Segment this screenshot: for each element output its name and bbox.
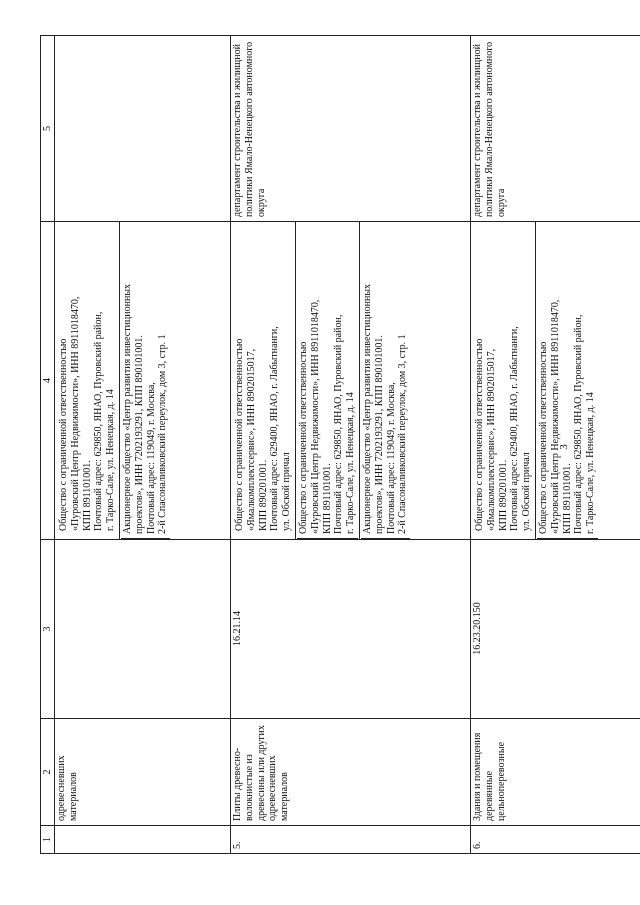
- supplier-line: проектов», ИНН 7202193291, КПП 890101001.: [373, 335, 385, 534]
- header-cell: 1: [41, 826, 55, 854]
- supplier-block: [535, 222, 599, 539]
- supplier-line: Почтовый адрес: 629400, ЯНАО, г. Лабытнанги,: [269, 326, 281, 531]
- rotated-page: [40, 36, 597, 854]
- supplier-line: Общество с ограниченной ответственностью: [234, 338, 245, 531]
- supplier-text: [121, 225, 170, 539]
- supplier-line: «Ямалкомплектсервис», ИНН 8902015017,: [245, 348, 257, 531]
- product-name: Плиты древесно-волокнистые из древесины или других одревесневших материалов: [231, 719, 471, 826]
- supplier-line: «Пуровский Центр Недвижимости», ИНН 8911018470,: [69, 296, 81, 531]
- supplier-text: [361, 225, 410, 539]
- suppliers-cell: [231, 222, 471, 540]
- supplier-block: [472, 222, 535, 539]
- header-cell: 5: [41, 36, 55, 222]
- supplier-line: КПП 890201001.: [257, 459, 269, 531]
- supplier-line: Общество с ограниченной ответственностью: [58, 338, 69, 531]
- header-cell: 2: [41, 719, 55, 826]
- supplier-line: «Ямалкомплектсервис», ИНН 8902015017,: [485, 348, 497, 531]
- supplier-line: КПП 891101001.: [321, 463, 333, 534]
- table-row: [471, 36, 640, 854]
- supplier-line: Общество с ограниченной ответственностью: [297, 341, 309, 534]
- supplier-line: КПП 891101001.: [81, 460, 93, 531]
- okpd-code: 16.21.14: [231, 540, 471, 719]
- supplier-text: [297, 225, 358, 539]
- supplier-line: КПП 890201001.: [497, 459, 509, 531]
- supplier-block: [359, 222, 411, 539]
- supplier-line: «Пуровский Центр Недвижимости», ИНН 8911018470,: [549, 299, 561, 534]
- product-name: Здания и помещения деревянные цельноперевозные: [471, 719, 640, 826]
- supplier-line: Почтовый адрес: 119049, г. Москва,: [385, 382, 397, 534]
- product-name: одревесневших материалов: [55, 719, 231, 826]
- authority-name: [55, 36, 231, 222]
- supplier-line: Почтовый адрес: 629850, ЯНАО, Пуровский район,: [333, 314, 345, 534]
- page-number: 3: [558, 444, 570, 450]
- supplier-block: [56, 222, 119, 539]
- supplier-line: г. Тарко-Сале, ул. Ненецкая, д. 14: [585, 392, 597, 534]
- supplier-line: 2-й Спасоналивковский переулок, дом 3, стр. 1: [157, 334, 169, 534]
- header-cell: 3: [41, 540, 55, 719]
- supplier-line: Почтовый адрес: 629400, ЯНАО, г. Лабытнанги,: [509, 326, 521, 531]
- supplier-line: Почтовый адрес: 629850, ЯНАО, Пуровский район,: [93, 311, 105, 531]
- authority-name: департамент строительства и жилищной политики Ямало-Ненецкого автономного округа: [471, 36, 640, 222]
- supplier-line: ул. Обской причал: [281, 452, 293, 531]
- supplier-block: [232, 222, 295, 539]
- supplier-text: [537, 225, 598, 539]
- table-header-row: [41, 36, 55, 854]
- supplier-line: 2-й Спасоналивковский переулок, дом 3, стр. 1: [397, 334, 409, 534]
- row-number: 5.: [231, 826, 471, 854]
- row-number: [55, 826, 231, 854]
- supplier-line: г. Тарко-Сале, ул. Ненецкая, д. 14: [345, 392, 357, 534]
- suppliers-cell: [55, 222, 231, 540]
- supplier-line: Общество с ограниченной ответственностью: [474, 338, 485, 531]
- supplier-line: «Пуровский Центр Недвижимости», ИНН 8911018470,: [309, 299, 321, 534]
- supplier-line: КПП 891101001.: [561, 463, 573, 534]
- table-row: [55, 36, 231, 854]
- supplier-line: г. Тарко-Сале, ул. Ненецкая, д. 14: [105, 389, 117, 531]
- okpd-code: [55, 540, 231, 719]
- supplier-line: проектов», ИНН 7202193291, КПП 890101001.: [133, 335, 145, 534]
- supplier-text: [233, 225, 294, 535]
- row-number: 6.: [471, 826, 640, 854]
- suppliers-cell: [471, 222, 640, 540]
- goods-table: [40, 35, 640, 854]
- supplier-text: [473, 225, 534, 535]
- supplier-block: [119, 222, 171, 539]
- supplier-line: Почтовый адрес: 629850, ЯНАО, Пуровский район,: [573, 314, 585, 534]
- header-cell: 4: [41, 222, 55, 540]
- table-row: [231, 36, 471, 854]
- supplier-line: Акционерное общество «Центр развития инвестиционных: [121, 283, 133, 534]
- okpd-code: 16.23.20.150: [471, 540, 640, 719]
- authority-name: департамент строительства и жилищной политики Ямало-Ненецкого автономного округа: [231, 36, 471, 222]
- supplier-block: [295, 222, 359, 539]
- supplier-line: ул. Обской причал: [521, 452, 533, 531]
- supplier-line: Общество с ограниченной ответственностью: [537, 341, 549, 534]
- supplier-line: Почтовый адрес: 119049, г. Москва,: [145, 382, 157, 534]
- supplier-text: [57, 225, 118, 535]
- supplier-line: Акционерное общество «Центр развития инвестиционных: [361, 283, 373, 534]
